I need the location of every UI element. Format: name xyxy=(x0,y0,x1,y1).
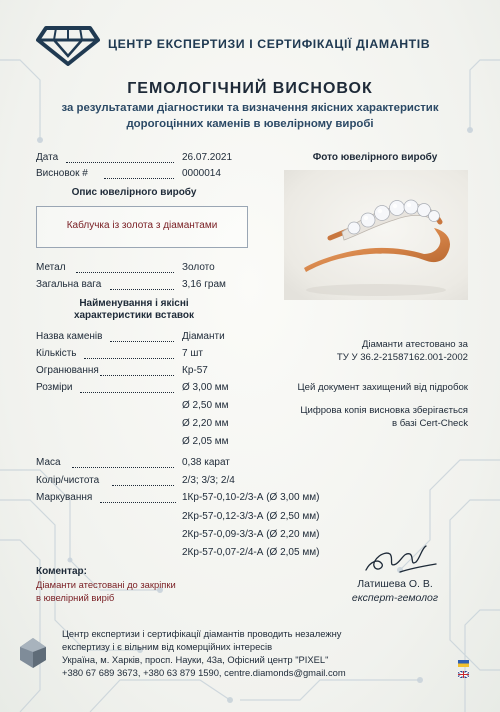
count-label: Кількість xyxy=(36,348,77,359)
certification-note xyxy=(337,338,468,364)
organization-name: ЦЕНТР ЕКСПЕРТИЗИ І СЕРТИФІКАЦІЇ ДІАМАНТІВ xyxy=(108,37,431,51)
weight-value: 3,16 грам xyxy=(182,279,226,290)
dotted-leader xyxy=(80,392,174,393)
sizes-label: Розміри xyxy=(36,382,73,393)
expert-role: експерт-гемолог xyxy=(351,592,439,604)
dotted-leader xyxy=(100,502,176,503)
color-clarity-value: 2/3; 3/3; 2/4 xyxy=(182,475,235,486)
metal-value: Золото xyxy=(182,262,215,273)
dotted-leader xyxy=(110,341,174,342)
number-label: Висновок # xyxy=(36,168,88,179)
count-value: 7 шт xyxy=(182,348,203,359)
footer-crystal-icon xyxy=(16,636,50,670)
stones-heading xyxy=(40,298,228,322)
size-value: Ø 2,20 мм xyxy=(182,418,229,429)
stones-heading-line-1: Найменування і якісні xyxy=(79,298,189,309)
cut-value: Кр-57 xyxy=(182,365,208,376)
size-value: Ø 2,50 мм xyxy=(182,400,229,411)
comment-text xyxy=(36,578,206,604)
cut-label: Огранювання xyxy=(36,365,99,376)
mass-value: 0,38 карат xyxy=(182,457,230,468)
digital-copy-note xyxy=(300,404,468,430)
metal-label: Метал xyxy=(36,262,66,273)
comment-line-2: в ювелірний виріб xyxy=(36,592,115,603)
date-value: 26.07.2021 xyxy=(182,152,233,163)
dotted-leader xyxy=(72,467,174,468)
dotted-leader xyxy=(112,485,174,486)
dotted-leader xyxy=(104,178,174,179)
weight-label: Загальна вага xyxy=(36,279,102,290)
header xyxy=(0,22,500,70)
dotted-leader xyxy=(100,375,174,376)
ring-photo xyxy=(284,170,468,300)
certified-line-2: ТУ У 36.2-21587162.001-2002 xyxy=(336,352,468,363)
dotted-leader xyxy=(110,289,174,290)
document-title: ГЕМОЛОГІЧНИЙ ВИСНОВОК xyxy=(127,80,373,97)
description-text: Каблучка із золота з діамантами xyxy=(66,220,218,231)
footer-line-4: +380 67 689 3673, +380 63 879 1590, centre.diamonds@gmail.com xyxy=(62,667,346,678)
dotted-leader xyxy=(84,358,174,359)
document-subtitle xyxy=(30,100,470,132)
size-value: Ø 3,00 мм xyxy=(182,382,229,393)
comment-line-1: Діаманти атестовані до закріпки xyxy=(36,579,176,590)
description-box xyxy=(36,206,248,248)
protection-note: Цей документ захищений від підробок xyxy=(297,382,468,393)
marking-value: 1Кр-57-0,10-2/3-А (Ø 3,00 мм) xyxy=(182,492,320,503)
digital-line-2: в базі Cert-Check xyxy=(392,418,468,429)
ukraine-flag-icon xyxy=(458,660,469,667)
stones-name-label: Назва каменів xyxy=(36,331,103,342)
certified-line-1: Діаманти атестовано за xyxy=(361,339,468,350)
stones-name-value: Діаманти xyxy=(182,331,225,342)
expert-name: Латишева О. В. xyxy=(357,578,433,590)
digital-line-1: Цифрова копія висновка зберігається xyxy=(300,405,468,416)
number-value: 0000014 xyxy=(182,168,221,179)
footer-line-1: Центр експертизи і сертифікації діамантів проводить незалежну xyxy=(62,628,342,639)
expert-signature xyxy=(360,540,440,580)
marking-label: Маркування xyxy=(36,492,93,503)
date-label: Дата xyxy=(36,152,59,163)
dotted-leader xyxy=(76,272,174,273)
diamond-logo-icon xyxy=(36,24,100,66)
marking-value: 2Кр-57-0,09-3/3-А (Ø 2,20 мм) xyxy=(182,529,320,540)
footer-line-3: Україна, м. Харків, просп. Науки, 43а, Офісний центр "PIXEL" xyxy=(62,654,329,665)
comment-label: Коментар: xyxy=(36,566,87,577)
mass-label: Маса xyxy=(36,457,61,468)
stones-heading-line-2: характеристики вставок xyxy=(73,310,195,321)
subtitle-line-1: за результатами діагностики та визначення якісних характеристик xyxy=(61,102,439,114)
description-heading: Опис ювелірного виробу xyxy=(71,187,197,198)
footer-line-2: експертизу і є вільним від комерційних інтересів xyxy=(62,641,273,652)
marking-value: 2Кр-57-0,12-3/3-А (Ø 2,50 мм) xyxy=(182,511,320,522)
uk-flag-icon xyxy=(458,671,469,678)
photo-label: Фото ювелірного виробу xyxy=(312,152,438,163)
dotted-leader xyxy=(66,162,174,163)
footer-text xyxy=(62,627,422,679)
color-clarity-label: Колір/чистота xyxy=(36,475,100,486)
subtitle-line-2: дорогоцінних каменів в ювелірному виробі xyxy=(126,118,374,130)
size-value: Ø 2,05 мм xyxy=(182,436,229,447)
marking-value: 2Кр-57-0,07-2/4-А (Ø 2,05 мм) xyxy=(182,547,320,558)
